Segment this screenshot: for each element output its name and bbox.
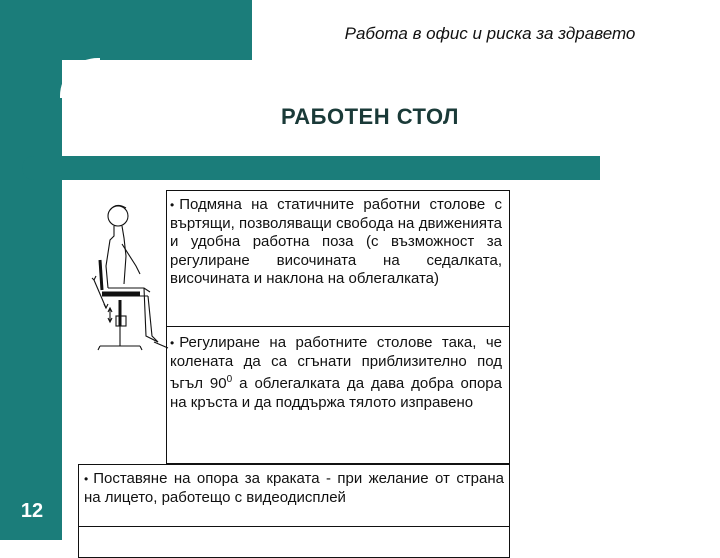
curve-corner — [60, 58, 100, 98]
header-accent-block — [0, 0, 252, 60]
page-number: 12 — [20, 500, 44, 522]
seated-person-illustration — [80, 196, 170, 361]
bullet-box-4 — [78, 526, 510, 558]
torso-back — [106, 226, 114, 288]
chair-base — [98, 326, 142, 350]
bullet-text-1: Подмяна на статичните работни столове с въртящи, позволяващи свобода на движенията и удобна работна поза (с възможност за регулиране височината на седалката, височината и наклона на облегалката) — [170, 196, 502, 288]
torso-front — [122, 226, 126, 284]
bullet-item-2 — [170, 334, 502, 412]
shin-back — [148, 296, 158, 342]
bullet-text-2b: а облегалката да дава добра опора на кръста и да поддържа тялото изправено — [170, 375, 502, 411]
arrow-head-2 — [104, 304, 108, 308]
bullet-icon: • — [170, 198, 175, 212]
bullet-text-3: Поставяне на опора за краката - при желание от страна на лицето, работещо с видеодисплей — [84, 470, 504, 506]
arrow-head-1 — [92, 276, 96, 280]
degree-superscript: 0 — [226, 374, 233, 386]
backrest — [100, 260, 102, 290]
bullet-icon: • — [170, 336, 175, 350]
bullet-text-2a: Регулиране на работните столове така, че колената да са сгънати приблизително под ъгъл 90 — [170, 334, 502, 393]
bullet-icon: • — [84, 472, 89, 486]
left-accent-band — [0, 60, 62, 540]
title-underline-bar — [22, 156, 600, 180]
bullet-item-3 — [84, 470, 504, 507]
slide-title: РАБОТЕН СТОЛ — [281, 104, 459, 129]
angle-pointer-line — [154, 342, 168, 348]
slide-subtitle: Работа в офис и риска за здравето — [344, 24, 636, 43]
bullet-item-1 — [170, 196, 502, 289]
